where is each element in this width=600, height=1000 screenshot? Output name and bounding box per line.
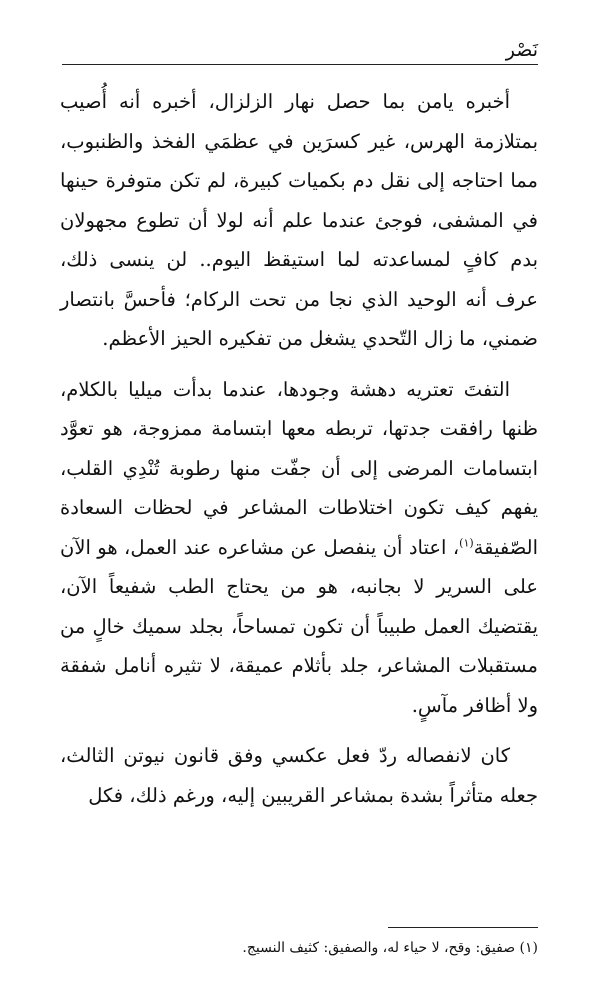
paragraph-2: [60, 370, 538, 726]
main-text: [60, 82, 538, 826]
footnote-1: (١) صفيق: وقح، لا حياء له، والصفيق: كثيف النسيج.: [242, 940, 538, 956]
running-title: نَصْر: [505, 39, 538, 61]
paragraph-2-part-2: ، اعتاد أن ينفصل عن مشاعره عند العمل، هو الآن على السرير لا بجانبه، هو من يحتاج الطب شفيعاً الآن، يقتضيك العمل طبيباً أن تكون تمساحاً، بجلد سميك خالٍ من مستقبلات المشاعر، جلد بأثلام عميقة، لا تثيره أنامل شفقة ولا أظافر مآسٍ.: [60, 535, 538, 717]
paragraph-3: كان لانفصاله ردّ فعل عكسي وفق قانون نيوتن الثالث، جعله متأثراً بشدة بمشاعر القريبين إليه، ورغم ذلك، فكل: [60, 744, 538, 807]
header-rule: [62, 64, 538, 65]
paragraph-1: أخبره يامن بما حصل نهار الزلزال، أخبره أنه أُصيب بمتلازمة الهرس، غير كسرَين في عظمَي الفخذ والظنبوب، مما احتاجه إلى نقل دم بكميات كبيرة، لم تكن متوفرة حينها في المشفى، فوجئ عندما علم أنه لولا أن تطوع مجهولان بدم كافٍ لمساعدته لما استيقظ اليوم.. لن ينسى ذلك، عرف أنه الوحيد الذي نجا من تحت الركام؛ فأحسَّ بانتصار ضمني، ما زال التّحدي يشغل من تفكيره الحيز الأعظم.: [60, 90, 538, 350]
footnote-rule: [388, 927, 538, 928]
paragraph-2-part-1: التفتَ تعتريه دهشة وجودها، عندما بدأت ميليا بالكلام، ظنها رافقت جدتها، تربطه معها ابتسامة ممزوجة، هو تعوَّد ابتسامات المرضى إلى أن جفّت منها رطوبة تُنْدِي القلب، يفهم كيف تكون اختلاطات المشاعر في لحظات السعادة الصّفيقة: [60, 377, 538, 559]
footnote-reference: (١): [459, 536, 474, 549]
